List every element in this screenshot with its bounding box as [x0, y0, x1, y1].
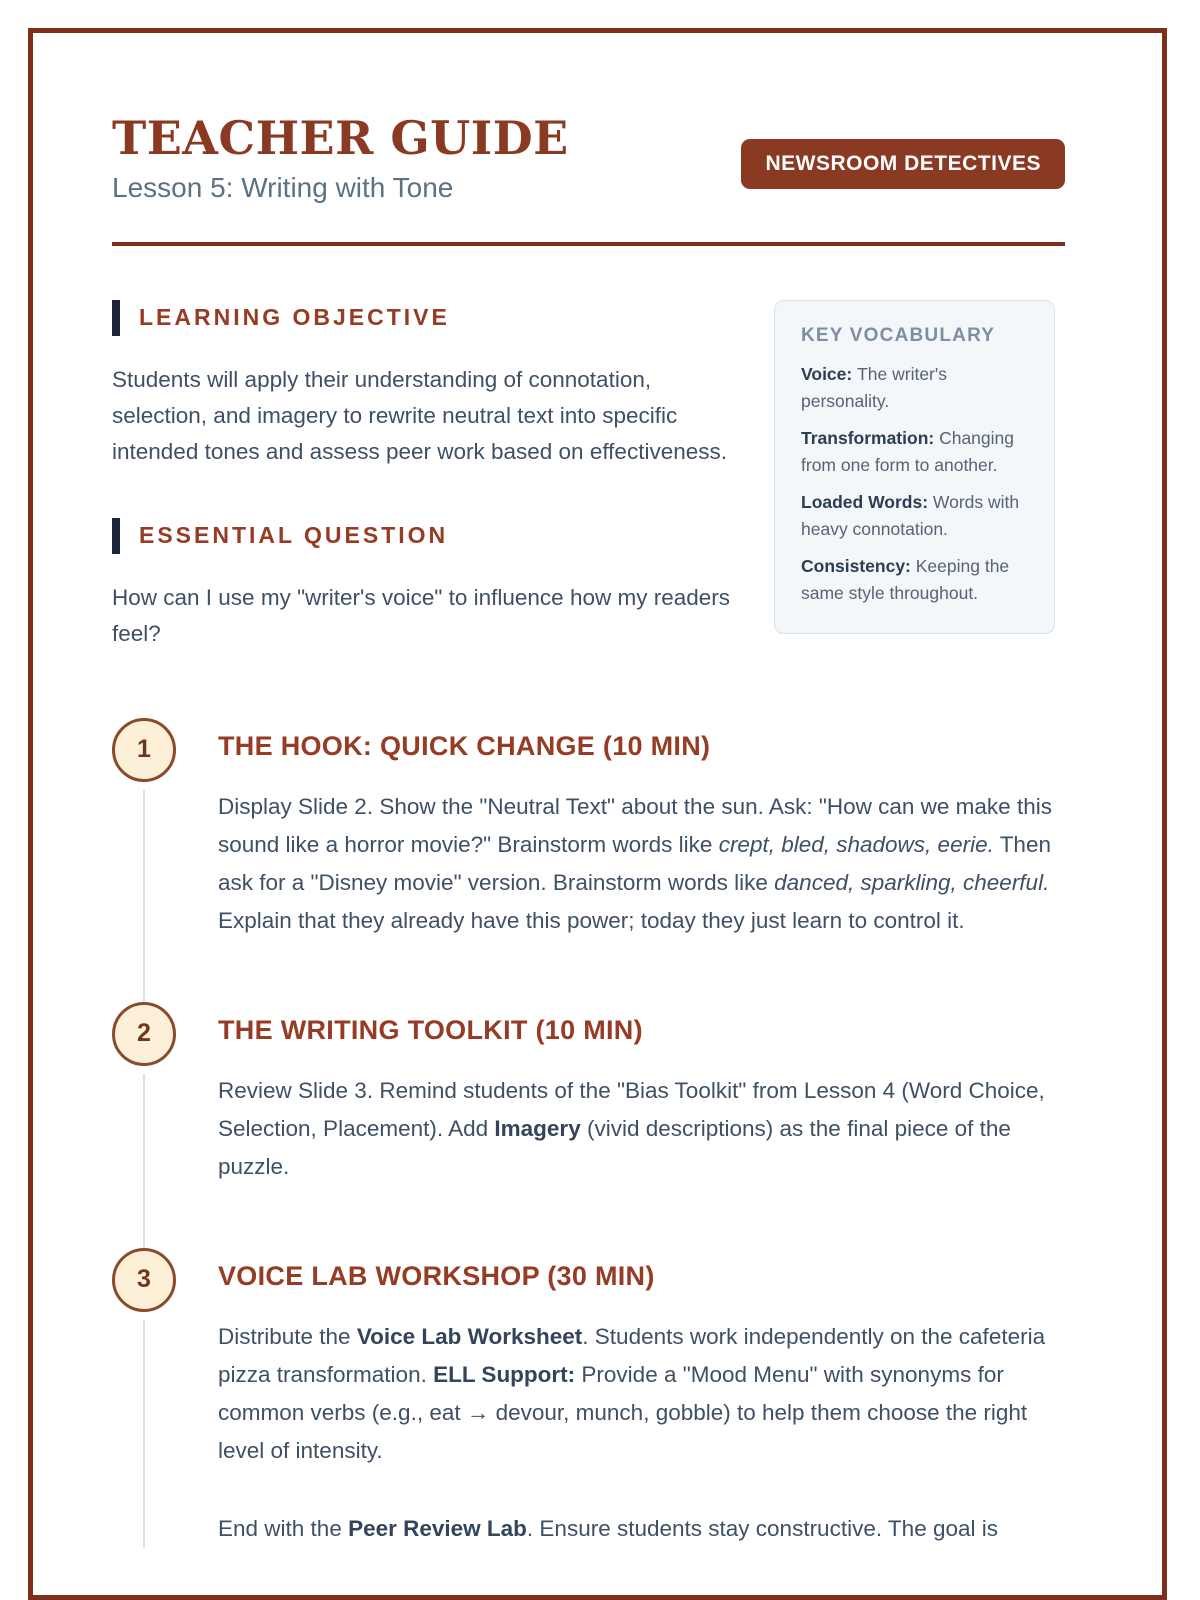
step-heading: VOICE LAB WORKSHOP (30 MIN) — [218, 1260, 655, 1291]
heading-accent-bar — [112, 518, 120, 554]
step-paragraph: End with the Peer Review Lab. Ensure students stay constructive. The goal is — [218, 1515, 998, 1541]
step-number-circle: 1 — [112, 718, 176, 782]
vocab-item — [801, 425, 1028, 479]
vocab-term: Loaded Words: — [801, 491, 933, 512]
lesson-step — [112, 1002, 1065, 1248]
step-connector-line — [143, 1320, 145, 1548]
vocab-term: Voice: — [801, 363, 858, 384]
vocab-item — [801, 489, 1028, 543]
page-content — [112, 113, 1065, 1548]
essential-question-header — [112, 518, 730, 554]
vocab-definition: The writer's personality. — [801, 363, 947, 411]
learning-objective-text: Students will apply their understanding of connotation, selection, and imagery to rewrite neutral text into specific intended tones and assess peer work based on effectiveness. — [112, 366, 727, 464]
step-heading: THE HOOK: QUICK CHANGE (10 MIN) — [218, 730, 711, 761]
step-rail — [112, 1248, 176, 1548]
step-paragraph: Review Slide 3. Remind students of the "Bias Toolkit" from Lesson 4 (Word Choice, Selection, Placement). Add Imagery (vivid descriptions) as the final piece of the puzzle. — [218, 1077, 1045, 1179]
step-body — [218, 1248, 1065, 1548]
learning-objective-title: LEARNING OBJECTIVE — [139, 304, 450, 331]
essential-question-text: How can I use my "writer's voice" to influence how my readers feel? — [112, 584, 731, 646]
overview-columns — [112, 300, 1065, 652]
lesson-steps — [112, 718, 1065, 1548]
page-title: TEACHER GUIDE — [112, 111, 569, 165]
title-block — [112, 113, 569, 204]
vocab-definition: Changing from one form to another. — [801, 427, 1014, 475]
key-vocabulary-box — [774, 300, 1055, 634]
overview-left-column — [112, 300, 730, 652]
step-paragraph: Distribute the Voice Lab Worksheet. Students work independently on the cafeteria pizza transformation. ELL Support: Provide a "Mood Menu" with synonyms for common verbs (e.g., eat → devour, munch, gobble) to help them choose the right level of intensity. — [218, 1323, 1046, 1463]
lesson-subtitle: Lesson 5: Writing with Tone — [112, 171, 454, 203]
step-body — [218, 718, 1065, 1002]
page-border-frame — [28, 28, 1167, 1600]
lesson-step — [112, 1248, 1065, 1548]
step-body — [218, 1002, 1065, 1248]
step-rail — [112, 1002, 176, 1248]
step-connector-line — [143, 1074, 145, 1248]
vocab-term: Transformation: — [801, 427, 940, 448]
step-number-circle: 2 — [112, 1002, 176, 1066]
essential-question-title: ESSENTIAL QUESTION — [139, 522, 449, 549]
vocab-definition: Keeping the same style throughout. — [801, 555, 1010, 603]
vocab-item — [801, 361, 1028, 415]
document-header — [112, 113, 1065, 204]
vocab-item — [801, 553, 1028, 607]
unit-badge: NEWSROOM DETECTIVES — [741, 139, 1065, 189]
step-number-circle: 3 — [112, 1248, 176, 1312]
step-rail — [112, 718, 176, 1002]
vocab-list — [801, 361, 1028, 607]
step-connector-line — [143, 790, 145, 1002]
lesson-step — [112, 718, 1065, 1002]
step-paragraph: Display Slide 2. Show the "Neutral Text" about the sun. Ask: "How can we make this sound like a horror movie?" Brainstorm words like crept, bled, shadows, eerie. Then ask for a "Disney movie" version. Brainstorm words like danced, sparkling, cheerful. Explain that they already have this power; today they just learn to control it. — [218, 793, 1052, 933]
learning-objective-header — [112, 300, 730, 336]
key-vocabulary-title: KEY VOCABULARY — [801, 324, 996, 346]
vocab-term: Consistency: — [801, 555, 916, 576]
heading-accent-bar — [112, 300, 120, 336]
step-heading: THE WRITING TOOLKIT (10 MIN) — [218, 1014, 643, 1045]
vocab-definition: Words with heavy connotation. — [801, 491, 1020, 539]
header-divider — [112, 242, 1065, 246]
